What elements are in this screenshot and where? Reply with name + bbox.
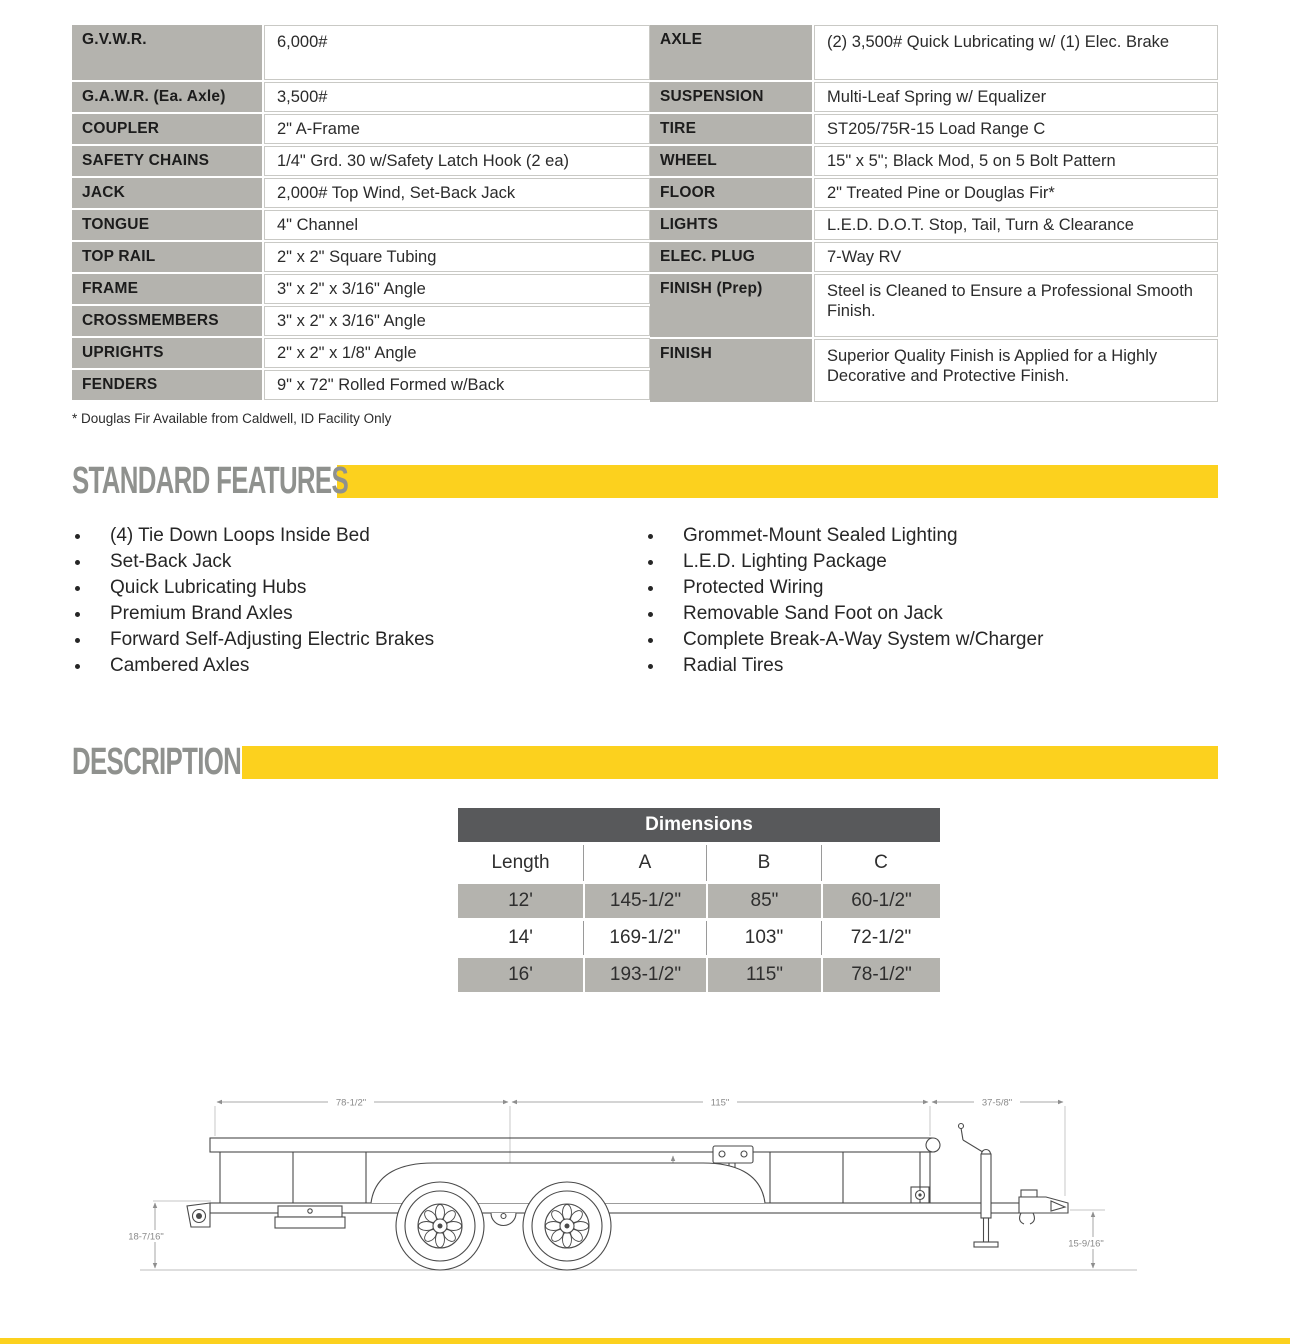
table-cell: 169-1/2" <box>583 921 706 955</box>
table-row <box>458 884 940 918</box>
spec-label: FINISH (Prep) <box>650 274 812 337</box>
list-item: • Grommet-Mount Sealed Lighting <box>665 523 1218 549</box>
table-row <box>650 25 1218 80</box>
wheel-front <box>523 1182 611 1270</box>
spec-label: CROSSMEMBERS <box>72 306 262 336</box>
spec-label: TIRE <box>650 114 812 144</box>
wheel-rear <box>396 1182 484 1270</box>
spec-label: TONGUE <box>72 210 262 240</box>
yellow-bar <box>242 746 1218 779</box>
list-item: • Quick Lubricating Hubs <box>92 575 645 601</box>
table-row <box>72 114 650 144</box>
dimensions-table <box>458 808 940 992</box>
spec-label: G.V.W.R. <box>72 25 262 80</box>
bottom-yellow-strip <box>0 1338 1290 1344</box>
table-row <box>72 82 650 112</box>
spec-label: SAFETY CHAINS <box>72 146 262 176</box>
list-item: • Forward Self-Adjusting Electric Brakes <box>92 627 645 653</box>
spec-label: JACK <box>72 178 262 208</box>
table-row <box>650 146 1218 176</box>
spec-value: 3" x 2" x 3/16" Angle <box>264 274 650 304</box>
list-item: • Complete Break-A-Way System w/Charger <box>665 627 1218 653</box>
spec-label: UPRIGHTS <box>72 338 262 368</box>
list-item: • (4) Tie Down Loops Inside Bed <box>92 523 645 549</box>
table-row <box>72 306 650 336</box>
spec-value: L.E.D. D.O.T. Stop, Tail, Turn & Clearance <box>814 210 1218 240</box>
spec-value: (2) 3,500# Quick Lubricating w/ (1) Elec. Brake <box>814 25 1218 80</box>
safety-chain <box>1020 1213 1024 1224</box>
jack <box>959 1124 999 1248</box>
column-header: Length <box>491 852 550 873</box>
table-row <box>72 370 650 400</box>
table-cell: 78-1/2" <box>821 958 940 992</box>
table-row <box>650 178 1218 208</box>
list-item: • L.E.D. Lighting Package <box>665 549 1218 575</box>
table-row <box>458 921 940 955</box>
table-header-row <box>458 845 940 881</box>
table-row <box>72 25 650 80</box>
dim-rear-to-axle: 78-1/2" <box>335 1097 367 1109</box>
spec-value: 3,500# <box>264 82 650 112</box>
column-header: B <box>706 845 821 881</box>
spec-value: 2" x 2" Square Tubing <box>264 242 650 272</box>
spec-value: 7-Way RV <box>814 242 1218 272</box>
list-item: • Protected Wiring <box>665 575 1218 601</box>
table-cell: 16' <box>458 958 583 992</box>
spec-label: AXLE <box>650 25 812 80</box>
features-list-left <box>72 523 645 679</box>
features-lists <box>72 523 1218 679</box>
dim-rear-height: 18-7/16" <box>128 1231 164 1243</box>
spec-value: 2" Treated Pine or Douglas Fir* <box>814 178 1218 208</box>
table-row <box>650 274 1218 337</box>
description-heading <box>72 741 1218 784</box>
table-row <box>72 242 650 272</box>
list-item: • Cambered Axles <box>92 653 645 679</box>
spec-value: Superior Quality Finish is Applied for a Highly Decorative and Protective Finish. <box>814 339 1218 402</box>
spec-label: TOP RAIL <box>72 242 262 272</box>
spec-label: G.A.W.R. (Ea. Axle) <box>72 82 262 112</box>
spec-label: COUPLER <box>72 114 262 144</box>
table-cell: 72-1/2" <box>821 921 940 955</box>
column-header: A <box>583 845 706 881</box>
list-item: • Radial Tires <box>665 653 1218 679</box>
spec-label: FRAME <box>72 274 262 304</box>
features-list-right <box>645 523 1218 679</box>
spec-value: 2,000# Top Wind, Set-Back Jack <box>264 178 650 208</box>
table-cell: 14' <box>508 927 533 948</box>
list-item: • Premium Brand Axles <box>92 601 645 627</box>
table-row <box>458 958 940 992</box>
spec-value: Steel is Cleaned to Ensure a Professional Smooth Finish. <box>814 274 1218 337</box>
dim-bed-length: 115" <box>710 1097 730 1109</box>
spec-value: 1/4" Grd. 30 w/Safety Latch Hook (2 ea) <box>264 146 650 176</box>
table-row <box>72 178 650 208</box>
list-item: • Removable Sand Foot on Jack <box>665 601 1218 627</box>
coupler <box>1019 1190 1068 1224</box>
yellow-bar <box>337 465 1218 498</box>
trailer-side-view-drawing <box>125 1080 1218 1290</box>
safety-chain <box>1030 1213 1034 1224</box>
spec-table-left <box>72 25 650 404</box>
table-row <box>650 210 1218 240</box>
spec-value: Multi-Leaf Spring w/ Equalizer <box>814 82 1218 112</box>
table-row <box>72 210 650 240</box>
spec-value: 4" Channel <box>264 210 650 240</box>
table-cell: 103" <box>706 921 821 955</box>
spec-value: 15" x 5"; Black Mod, 5 on 5 Bolt Pattern <box>814 146 1218 176</box>
table-row <box>650 114 1218 144</box>
table-cell: 115" <box>706 958 821 992</box>
section-title: DESCRIPTION <box>72 741 242 783</box>
table-cell: 193-1/2" <box>583 958 706 992</box>
column-header: C <box>821 845 940 881</box>
spec-label: FLOOR <box>650 178 812 208</box>
spec-label: WHEEL <box>650 146 812 176</box>
spec-value: 9" x 72" Rolled Formed w/Back <box>264 370 650 400</box>
spec-table-right <box>650 25 1218 404</box>
spec-label: LIGHTS <box>650 210 812 240</box>
table-cell: 12' <box>458 884 583 918</box>
dim-coupler-height: 15-9/16" <box>1068 1238 1104 1250</box>
section-title: STANDARD FEATURES <box>72 460 349 502</box>
spec-value: 2" x 2" x 1/8" Angle <box>264 338 650 368</box>
spec-table <box>72 25 1218 404</box>
table-row <box>650 242 1218 272</box>
table-row <box>650 339 1218 402</box>
spec-value: 2" A-Frame <box>264 114 650 144</box>
table-row <box>72 274 650 304</box>
spec-value: ST205/75R-15 Load Range C <box>814 114 1218 144</box>
list-item: • Set-Back Jack <box>92 549 645 575</box>
table-cell: 85" <box>706 884 821 918</box>
table-row <box>72 338 650 368</box>
standard-features-heading <box>72 460 1218 503</box>
spec-label: SUSPENSION <box>650 82 812 112</box>
spec-value: 6,000# <box>264 25 650 80</box>
table-row <box>650 82 1218 112</box>
dim-tongue-length: 37-5/8" <box>981 1097 1013 1109</box>
footnote: * Douglas Fir Available from Caldwell, ID Facility Only <box>72 411 392 426</box>
table-row <box>72 146 650 176</box>
spec-value: 3" x 2" x 3/16" Angle <box>264 306 650 336</box>
table-cell: 60-1/2" <box>821 884 940 918</box>
table-cell: 145-1/2" <box>583 884 706 918</box>
dimensions-table-title: Dimensions <box>458 808 940 842</box>
spec-label: ELEC. PLUG <box>650 242 812 272</box>
spec-label: FENDERS <box>72 370 262 400</box>
spec-label: FINISH <box>650 339 812 402</box>
tongue-hardware <box>959 1124 1069 1248</box>
